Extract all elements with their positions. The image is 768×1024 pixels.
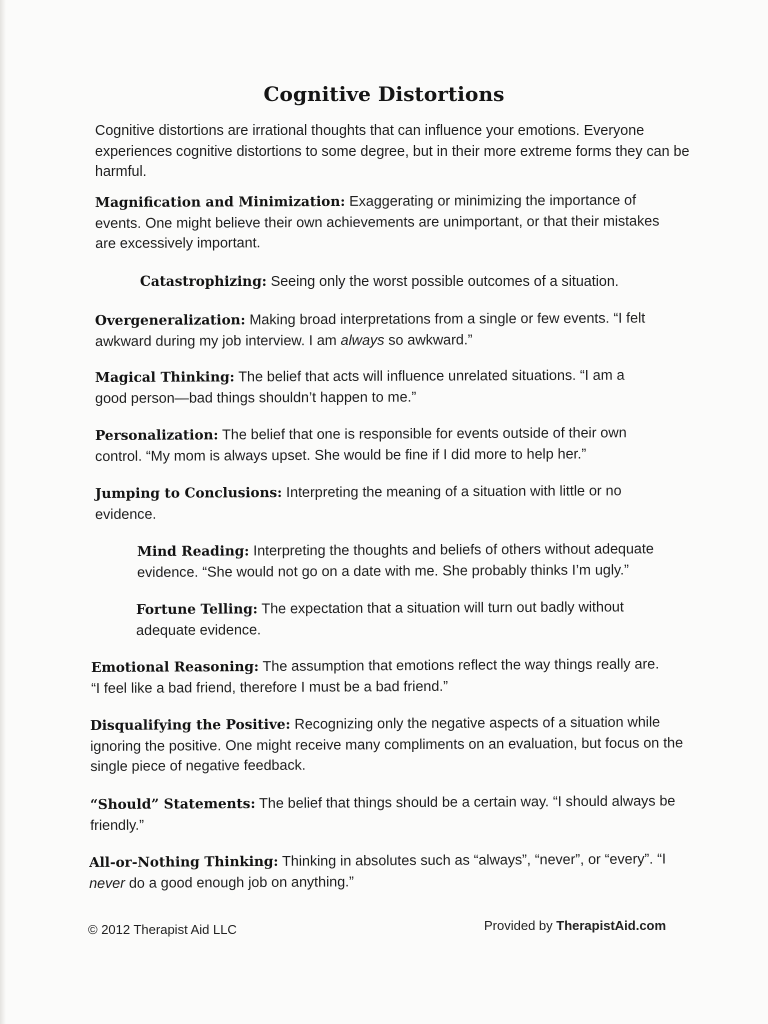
distortion-definition: Thinking in absolutes such as “always”, “never”, or “every”. “I bbox=[278, 851, 666, 870]
distortion-should-statements bbox=[90, 791, 680, 836]
distortion-term: Catastrophizing: bbox=[140, 274, 267, 290]
distortion-fortune-telling bbox=[136, 597, 656, 641]
distortion-mind-reading bbox=[137, 539, 687, 583]
provided-by-label: Provided by bbox=[484, 918, 557, 933]
distortion-term: “Should” Statements: bbox=[90, 795, 256, 813]
page-edge-shadow bbox=[0, 0, 6, 1024]
distortion-personalization bbox=[95, 423, 655, 467]
distortion-definition: The assumption that emotions reflect the way things really are. “I feel like a bad friend, therefore I must be a bad friend.” bbox=[91, 656, 660, 697]
provided-by-credit bbox=[484, 918, 666, 933]
distortion-definition: Recognizing only the negative aspects of a situation while ignoring the positive. One might receive many compliments on an evaluation, but focus on the single piece of negative feedback. bbox=[90, 714, 684, 775]
distortion-all-or-nothing bbox=[89, 849, 679, 894]
distortion-disqualifying-the-positive bbox=[90, 712, 690, 777]
distortion-term: Magnification and Minimization: bbox=[95, 193, 346, 211]
distortion-term: Jumping to Conclusions: bbox=[95, 485, 283, 502]
distortion-term: Personalization: bbox=[95, 427, 219, 444]
page-title: Cognitive Distortions bbox=[263, 82, 505, 106]
distortion-term: Overgeneralization: bbox=[95, 312, 246, 329]
distortion-term: Fortune Telling: bbox=[136, 601, 258, 618]
distortion-term: Disqualifying the Positive: bbox=[90, 716, 291, 734]
distortion-definition: Interpreting the thoughts and beliefs of others without adequate evidence. “She would not go on a date with me. She probably thinks I’m ugly.” bbox=[137, 541, 654, 581]
distortion-term: Emotional Reasoning: bbox=[91, 658, 259, 676]
emphasis-text: always bbox=[340, 332, 385, 349]
distortion-definition: Exaggerating or minimizing the importance of events. One might believe their own achievements are unimportant, or that their mistakes are excessively important. bbox=[95, 192, 660, 252]
distortion-term: All-or-Nothing Thinking: bbox=[89, 853, 279, 871]
distortion-definition: Seeing only the worst possible outcomes of a situation. bbox=[266, 274, 619, 290]
copyright-notice: © 2012 Therapist Aid LLC bbox=[88, 922, 237, 937]
distortion-definition: The belief that one is responsible for events outside of their own control. “My mom is always upset. She would be fine if I did more to help her.” bbox=[95, 425, 627, 465]
distortion-overgeneralization bbox=[95, 309, 655, 352]
distortion-magnification bbox=[95, 191, 660, 255]
distortion-definition-end: do a good enough job on anything.” bbox=[124, 873, 354, 892]
distortion-magical-thinking bbox=[95, 366, 655, 409]
emphasis-text: never bbox=[89, 875, 126, 892]
distortion-catastrophizing bbox=[140, 272, 680, 293]
distortion-definition: The belief that things should be a certain way. “I should always be friendly.” bbox=[90, 793, 676, 834]
distortion-definition: Making broad interpretations from a single or few events. “I felt awkward during my job interview. I am bbox=[95, 310, 646, 350]
distortion-definition-end: so awkward.” bbox=[384, 331, 473, 349]
distortion-definition: Interpreting the meaning of a situation with little or no evidence. bbox=[95, 483, 622, 523]
distortion-term: Mind Reading: bbox=[137, 543, 250, 560]
distortion-term: Magical Thinking: bbox=[95, 369, 235, 386]
distortion-jumping-to-conclusions bbox=[95, 481, 655, 525]
distortion-emotional-reasoning bbox=[91, 655, 661, 699]
distortion-definition: The belief that acts will influence unrelated situations. “I am a good person—bad things shouldn’t happen to me.” bbox=[95, 367, 625, 407]
intro-paragraph: Cognitive distortions are irrational thoughts that can influence your emotions. Everyone experiences cognitive distortions to some degree, but in their more extreme forms they can be harmful. bbox=[95, 123, 690, 180]
brand-name: TherapistAid.com bbox=[556, 918, 667, 933]
distortion-definition: The expectation that a situation will turn out badly without adequate evidence. bbox=[136, 599, 624, 639]
